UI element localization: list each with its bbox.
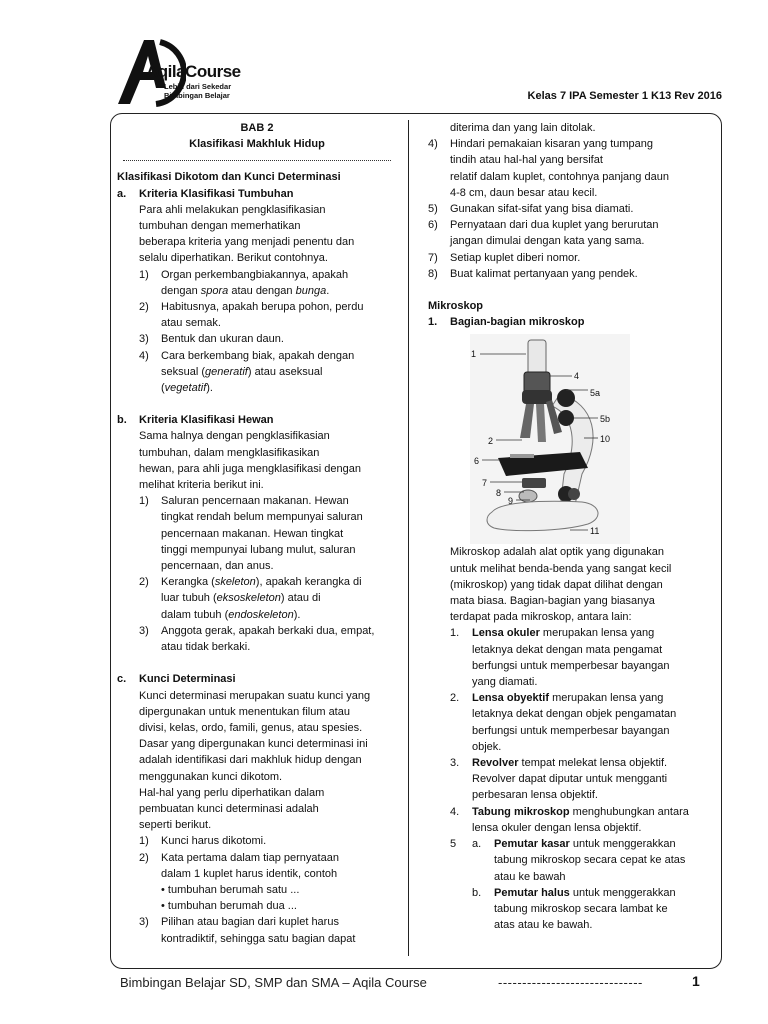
list-item: 4) Cara berkembang biak, apakah dengan seksual (generatif) atau aseksual (vegetatif).	[139, 349, 355, 395]
subsection-c-intro: Kunci determinasi merupakan suatu kunci yang dipergunakan untuk menentukan filum atau divisi, kelas, ordo, famili, genus, atau spesies. Dasar yang dipergunakan kunci determinasi ini adalah identifikasi dari makhluk hidup dengan menggunakan kunci dikotom. Hal-hal yang perlu diperhatikan dalam pembuatan kunci determinasi adalah seperti berikut.	[139, 689, 371, 832]
list-item: 7) Setiap kuplet diberi nomor.	[428, 251, 581, 264]
diagram-label: 8	[496, 488, 502, 498]
page-number: 1	[692, 973, 700, 989]
subsection-a-intro: Para ahli melakukan pengklasifikasian tumbuhan dengan memerhatikan beberapa kriteria yang menjadi penentu dan selalu diperhatikan. Berikut contohnya.	[139, 203, 355, 265]
animal-criteria-list	[117, 493, 397, 655]
chapter-number: BAB 2	[240, 122, 274, 134]
plant-criteria-list	[117, 267, 397, 397]
column-divider	[408, 120, 409, 956]
list-item: 3) Bentuk dan ukuran daun.	[139, 333, 284, 346]
list-item: 2. Lensa obyektif merupakan lensa yang letaknya dekat dengan objek pengamatan berfungsi untuk memperbesar bayangan objek.	[450, 692, 677, 753]
diagram-label: 4	[574, 371, 580, 381]
list-item: 3) Anggota gerak, apakah berkaki dua, empat, atau tidak berkaki.	[139, 624, 375, 654]
list-item: 4. Tabung mikroskop menghubungkan antara lensa okuler dengan lensa objektif.	[450, 805, 689, 834]
determination-rules-list-cont	[428, 136, 712, 282]
list-item: 4) Hindari pemakaian kisaran yang tumpang tindih atau hal-hal yang bersifat relatif dalam kuplet, contohnya panjang daun 4-8 cm, daun besar atau kecil.	[428, 138, 669, 199]
list-item: 1) Saluran pencernaan makanan. Hewan tingkat rendah belum mempunyai saluran pencernaan makanan. Hewan tingkat tinggi mempunyai lubang mulut, saluran pencernaan, dan anus.	[139, 495, 363, 573]
diagram-label: 6	[474, 456, 480, 466]
list-item: 2) Habitusnya, apakah berupa pohon, perdu atau semak.	[139, 301, 364, 330]
list-item: 1) Kunci harus dikotomi.	[139, 835, 267, 848]
microscope-description: Mikroskop adalah alat optik yang digunakan untuk melihat benda-benda yang sangat kecil (mikroskop) yang tidak dapat dilihat dengan mata biasa. Bagian-bagian yang biasanya terdapat pada mikroskop, antara lain:	[450, 546, 672, 624]
subsection-b-intro: Sama halnya dengan pengklasifikasian tumbuhan, dalam mengklasifikasikan hewan, para ahli juga mengklasifikasi dengan melihat kriteria berikut ini.	[139, 430, 361, 492]
dotted-separator	[123, 154, 391, 161]
list-item: 1) Organ perkembangbiakannya, apakah dengan spora atau dengan bunga.	[139, 268, 349, 297]
diagram-label: 5a	[590, 388, 601, 398]
diagram-label: 1	[471, 349, 477, 359]
section-title: Klasifikasi Dikotom dan Kunci Determinasi	[117, 171, 341, 184]
footer-dashes: ------------------------------	[498, 975, 643, 990]
diagram-label: 10	[600, 434, 611, 444]
list-item: 2) Kerangka (skeleton), apakah kerangka di luar tubuh (eksoskeleton) atau di dalam tubuh (endoskeleton).	[139, 576, 362, 621]
class-info: Kelas 7 IPA Semester 1 K13 Rev 2016	[527, 90, 722, 102]
brand-logo	[116, 36, 256, 112]
diagram-label: 9	[508, 496, 514, 506]
list-item: 6) Pernyataan dari dua kuplet yang berurutan jangan dimulai dengan kata yang sama.	[428, 219, 659, 248]
continued-line: diterima dan yang lain ditolak.	[450, 122, 596, 134]
list-item: 8) Buat kalimat pertanyaan yang pendek.	[428, 267, 638, 280]
list-item: 2) Kata pertama dalam tiap pernyataan dalam 1 kuplet harus identik, contoh • tumbuhan berumah satu ... • tumbuhan berumah dua ...	[139, 851, 339, 913]
mikroskop-heading: Mikroskop	[428, 300, 484, 313]
diagram-label: 11	[590, 526, 600, 536]
list-item: 5 a. Pemutar kasar untuk menggerakkan tabung mikroskop secara cepat ke atas atau ke bawah b. Pemutar halus untuk menggerakkan tabung mikroskop secara lambat ke atas atau ke bawah.	[450, 838, 686, 932]
determination-rules-list	[117, 833, 397, 946]
list-item: 3) Pilihan atau bagian dari kuplet harus kontradiktif, sehingga satu bagian dapat	[139, 916, 356, 945]
footer-text: Bimbingan Belajar SD, SMP dan SMA – Aqila Course	[120, 975, 427, 990]
list-item: 3. Revolver tempat melekat lensa objektif. Revolver dapat diputar untuk mengganti perbesaran lensa objektif.	[450, 757, 668, 802]
left-column	[117, 120, 397, 947]
microscope-diagram	[470, 334, 630, 544]
microscope-parts-list	[428, 625, 712, 933]
diagram-label: 2	[488, 436, 494, 446]
diagram-label: 5b	[600, 414, 611, 424]
logo-name: AqilaCourse	[146, 62, 241, 81]
diagram-label: 7	[482, 478, 488, 488]
subsection-c-heading: c. Kunci Determinasi	[117, 673, 236, 686]
subsection-b-heading: b. Kriteria Klasifikasi Hewan	[117, 414, 274, 427]
microscope-parts-heading: 1. Bagian-bagian mikroskop	[428, 316, 585, 329]
subsection-a-heading: a. Kriteria Klasifikasi Tumbuhan	[117, 187, 294, 200]
list-item: 1. Lensa okuler merupakan lensa yang letaknya dekat dengan mata pengamat berfungsi untuk memperbesar bayangan yang diamati.	[450, 627, 670, 689]
logo-tagline: Lebih dari Sekedar Bimbingan Belajar	[164, 82, 232, 100]
chapter-title: Klasifikasi Makhluk Hidup	[189, 138, 325, 151]
list-item: 5) Gunakan sifat-sifat yang bisa diamati.	[428, 203, 634, 216]
